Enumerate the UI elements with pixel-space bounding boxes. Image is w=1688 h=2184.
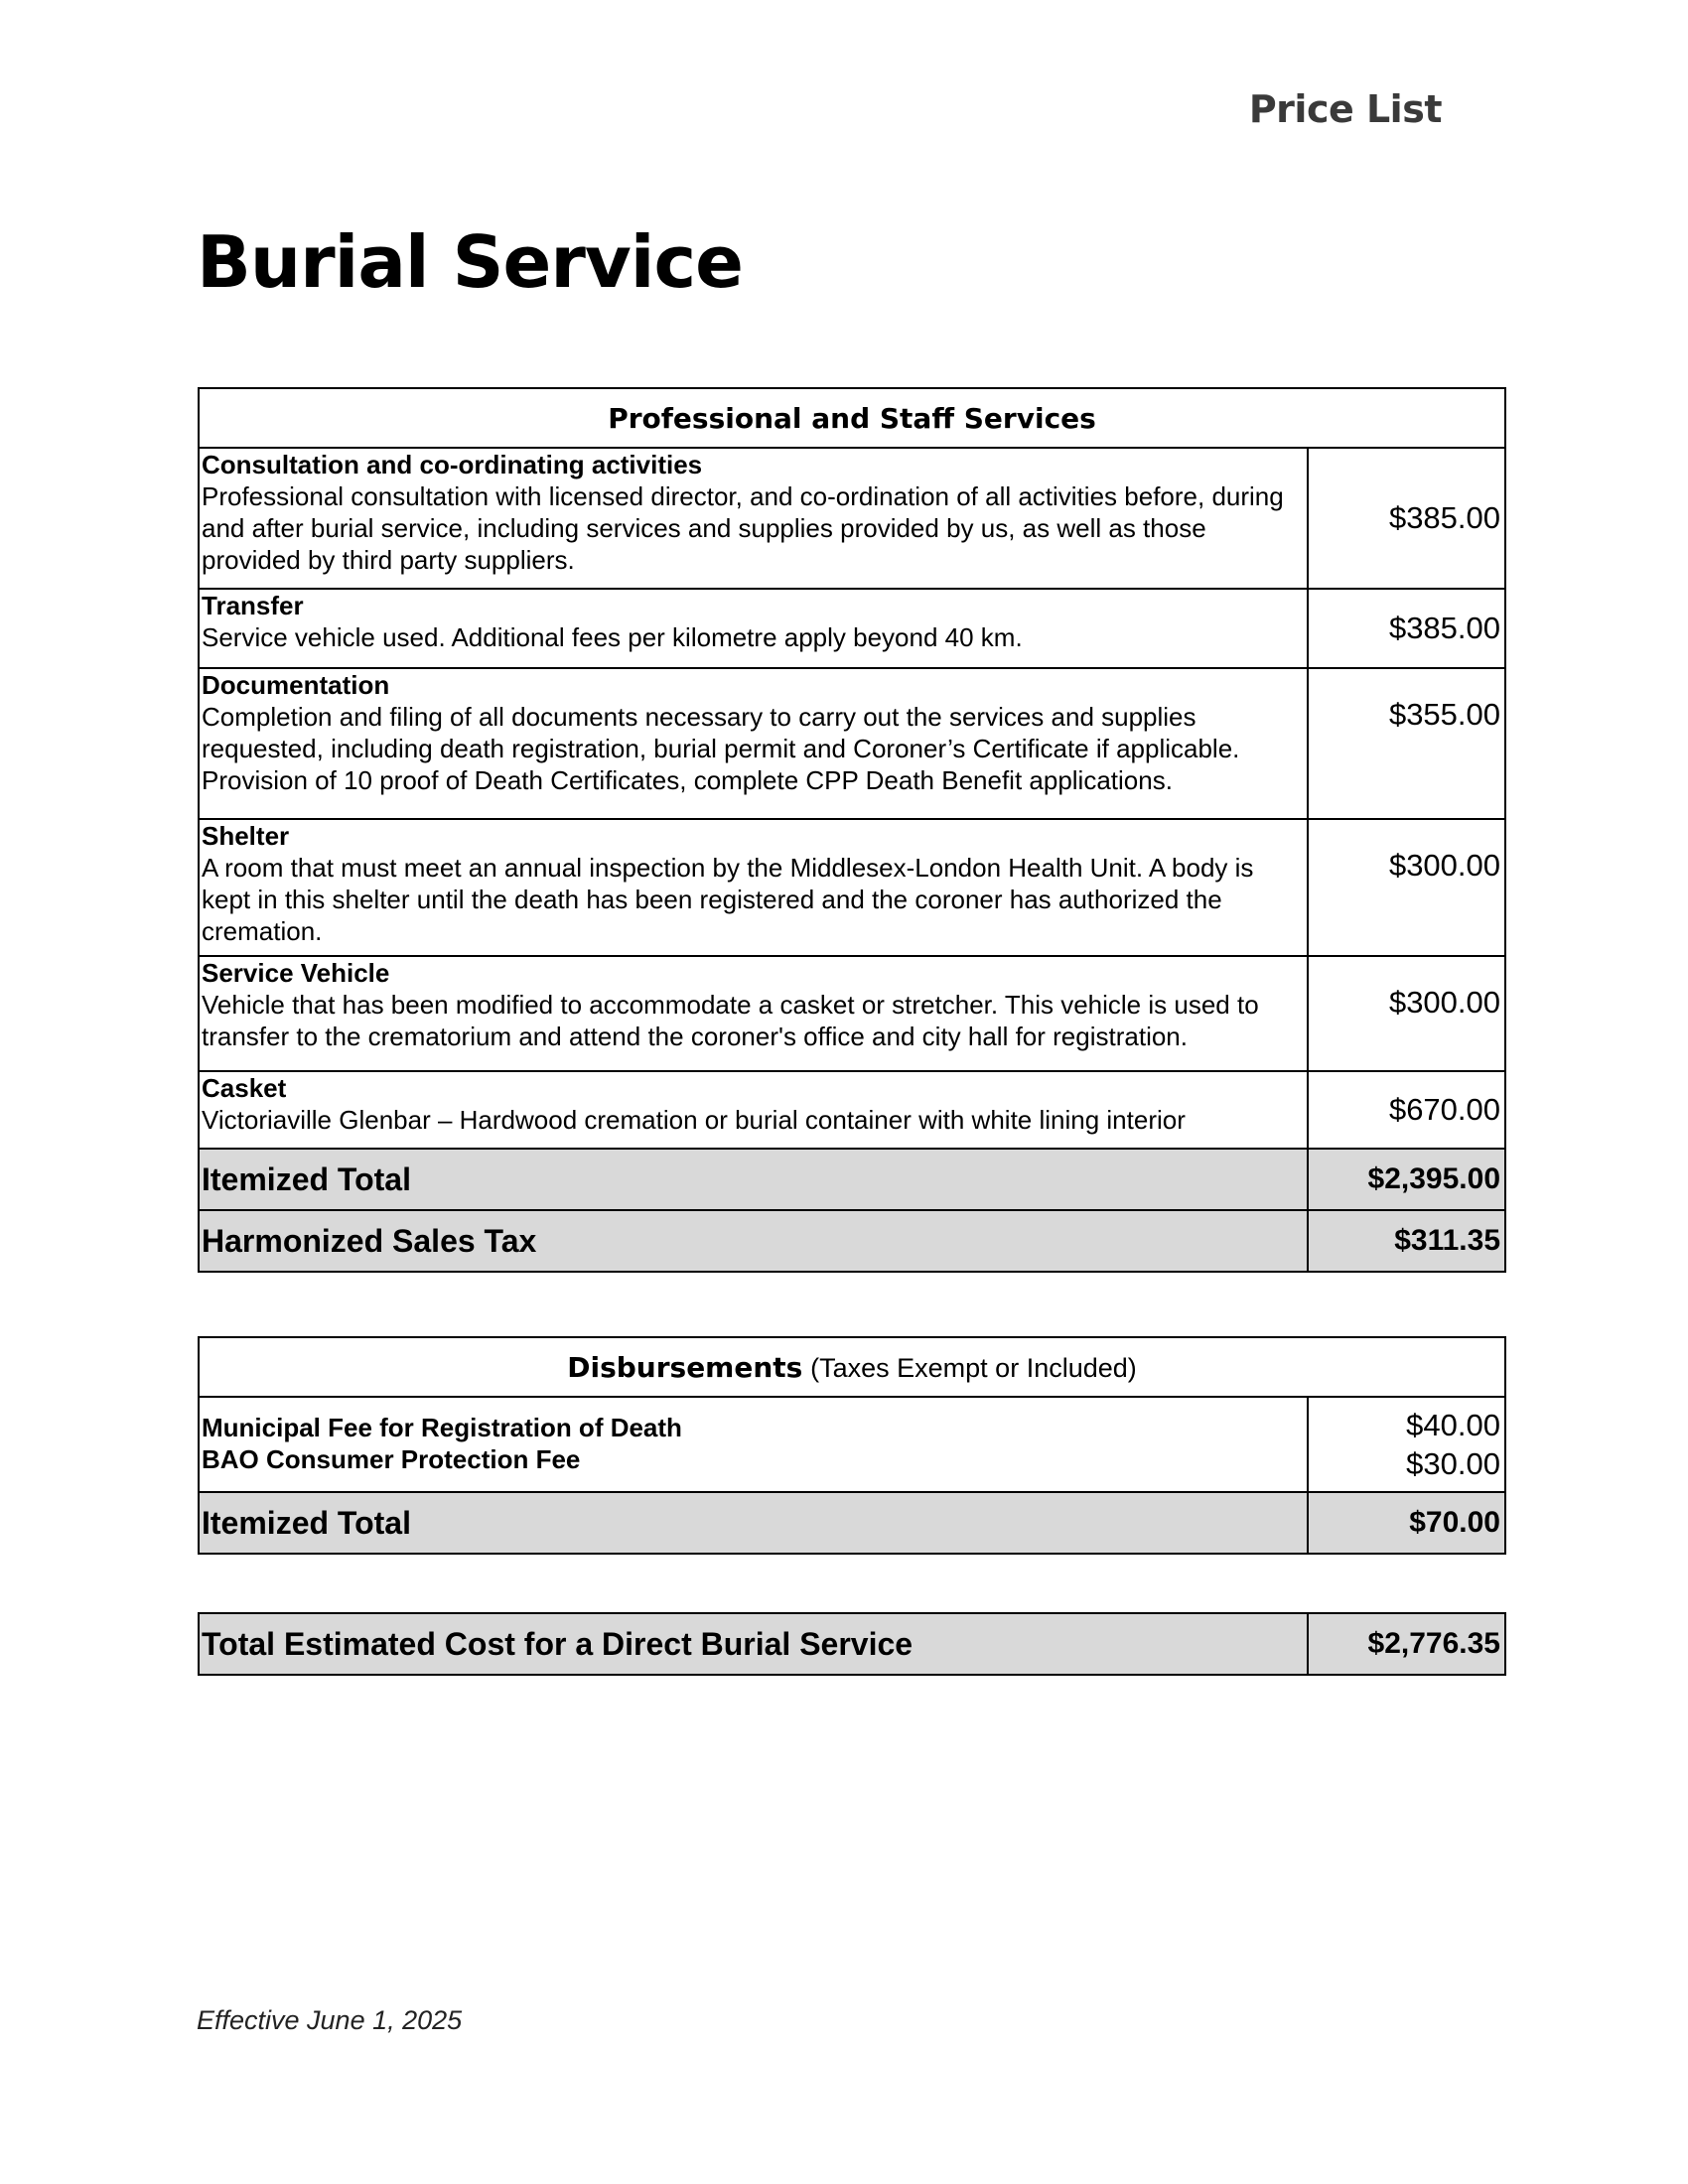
services-table [198, 387, 1506, 1273]
service-title: Shelter [202, 821, 290, 851]
service-description-cell [199, 589, 1308, 668]
disbursement-price: $40.00 [1406, 1408, 1500, 1442]
disbursements-total-row [199, 1492, 1505, 1554]
service-price: $670.00 [1308, 1071, 1505, 1149]
table-row [199, 589, 1505, 668]
service-description: Vehicle that has been modified to accommodate a casket or stretcher. This vehicle is used to transfer to the crematorium and attend the coroner's office and city hall for registration. [202, 990, 1259, 1051]
table-row [199, 1397, 1505, 1492]
tax-row [199, 1210, 1505, 1272]
service-description-cell [199, 1071, 1308, 1149]
service-description-cell [199, 668, 1308, 819]
service-description-cell [199, 448, 1308, 589]
grand-total-amount: $2,776.35 [1308, 1613, 1505, 1675]
disbursement-label: Municipal Fee for Registration of Death [202, 1413, 682, 1442]
table-row [199, 1071, 1505, 1149]
service-description: Completion and filing of all documents necessary to carry out the services and supplies requested, including death registration, burial permit and Coroner’s Certificate if applicable. Provision of 10 proof of Death Certificates, complete CPP Death Benefit applications. [202, 702, 1240, 795]
service-title: Transfer [202, 591, 304, 620]
disbursement-price: $30.00 [1406, 1446, 1500, 1481]
service-description-cell [199, 956, 1308, 1071]
service-title: Documentation [202, 670, 390, 700]
service-description: Professional consultation with licensed director, and co-ordination of all activities before, during and after burial service, including services and supplies provided by us, as well as those provided by third party suppliers. [202, 481, 1284, 575]
service-price: $300.00 [1308, 956, 1505, 1071]
service-price: $385.00 [1308, 589, 1505, 668]
disbursements-heading-note: (Taxes Exempt or Included) [810, 1352, 1137, 1383]
service-price: $385.00 [1308, 448, 1505, 589]
service-description: A room that must meet an annual inspection by the Middlesex-London Health Unit. A body is kept in this shelter until the death has been registered and the coroner has authorized the cremation. [202, 853, 1254, 946]
disbursement-amounts-cell [1308, 1397, 1505, 1492]
services-heading: Professional and Staff Services [608, 401, 1096, 435]
table-row [199, 819, 1505, 956]
price-list-label: Price List [1248, 87, 1442, 131]
services-header-row [199, 388, 1505, 448]
grand-total-table [198, 1612, 1506, 1676]
table-row [199, 956, 1505, 1071]
disbursements-header-row [199, 1337, 1505, 1397]
itemized-total-row [199, 1149, 1505, 1210]
service-title: Casket [202, 1073, 287, 1103]
services-heading-cell [199, 388, 1505, 448]
table-row [199, 448, 1505, 589]
disbursements-total-amount: $70.00 [1308, 1492, 1505, 1554]
service-price: $300.00 [1308, 819, 1505, 956]
tax-amount: $311.35 [1308, 1210, 1505, 1272]
service-description: Victoriaville Glenbar – Hardwood cremation or burial container with white lining interior [202, 1105, 1186, 1135]
disbursements-table [198, 1336, 1506, 1555]
service-title: Service Vehicle [202, 958, 390, 988]
disbursements-heading-cell [199, 1337, 1505, 1397]
service-description-cell [199, 819, 1308, 956]
effective-date: Effective June 1, 2025 [197, 2005, 463, 2035]
service-title: Consultation and co-ordinating activities [202, 450, 703, 479]
tax-label: Harmonized Sales Tax [199, 1210, 1308, 1272]
disbursement-labels-cell [199, 1397, 1308, 1492]
itemized-total-amount: $2,395.00 [1308, 1149, 1505, 1210]
grand-total-row [199, 1613, 1505, 1675]
service-price: $355.00 [1308, 668, 1505, 819]
service-description: Service vehicle used. Additional fees per kilometre apply beyond 40 km. [202, 622, 1023, 652]
grand-total-label: Total Estimated Cost for a Direct Burial Service [199, 1613, 1308, 1675]
disbursement-label: BAO Consumer Protection Fee [202, 1444, 581, 1474]
table-row [199, 668, 1505, 819]
disbursements-heading: Disbursements [567, 1350, 803, 1384]
itemized-total-label: Itemized Total [199, 1149, 1308, 1210]
disbursements-total-label: Itemized Total [199, 1492, 1308, 1554]
page-title: Burial Service [197, 220, 743, 304]
